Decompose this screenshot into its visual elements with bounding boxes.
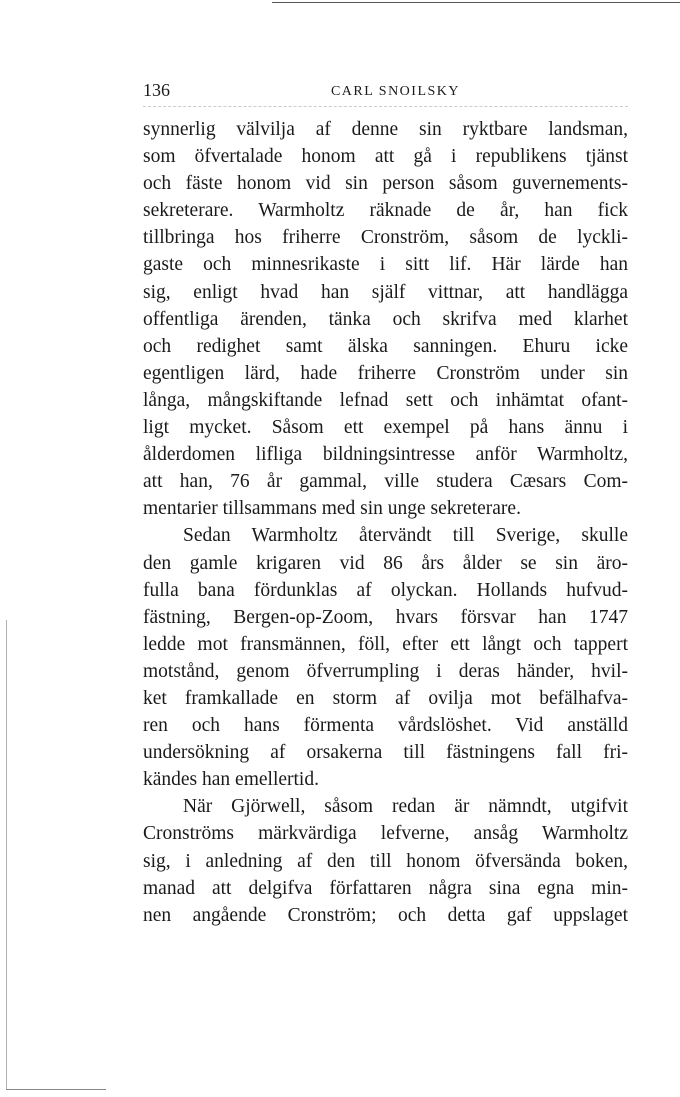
- page-header: [143, 80, 628, 102]
- text-line: synnerlig välvilja af denne sin ryktbare landsman,: [143, 119, 628, 140]
- text-line: fästning, Bergen-op-Zoom, hvars försvar han 1747: [143, 606, 628, 628]
- text-line: När Gjörwell, såsom redan är nämndt, utgifvit: [183, 796, 628, 818]
- text-line: tillbringa hos friherre Cronström, såsom de lyckli-: [143, 227, 628, 249]
- text-line: sekreterare. Warmholtz räknade de år, han fick: [143, 200, 628, 222]
- text-line: och redighet samt älska sanningen. Ehuru icke: [143, 335, 628, 357]
- text-line: kändes han emellertid.: [143, 769, 319, 791]
- text-line: ledde mot fransmännen, föll, efter ett långt och tappert: [143, 633, 628, 655]
- text-line: sig, i anledning af den till honom öfversända boken,: [143, 850, 628, 872]
- text-line: ket framkallade en storm af ovilja mot befälhafva-: [143, 687, 628, 709]
- text-line: undersökning af orsakerna till fästningens fall fri-: [143, 742, 628, 764]
- text-line: Sedan Warmholtz återvändt till Sverige, skulle: [183, 525, 628, 547]
- text-line: motstånd, genom öfverrumpling i deras händer, hvil-: [143, 660, 628, 682]
- text-line: att han, 76 år gammal, ville studera Cæsars Com-: [143, 471, 628, 493]
- text-line: Cronströms märkvärdiga lefverne, ansåg Warmholtz: [143, 823, 628, 845]
- header-divider: [143, 106, 628, 107]
- page-bottom-edge-line: [6, 1089, 106, 1090]
- body-text: [143, 116, 628, 929]
- text-line: egentligen lärd, hade friherre Cronström under sin: [143, 362, 628, 384]
- text-line: fulla bana fördunklas af olyckan. Hollands hufvud-: [143, 579, 628, 601]
- text-line: ålderdomen lifliga bildningsintresse anför Warmholtz,: [143, 444, 628, 466]
- running-head: CARL SNOILSKY: [330, 84, 461, 99]
- text-line: ren och hans förmenta vårdslöshet. Vid anställd: [143, 715, 628, 737]
- text-line: den gamle krigaren vid 86 års ålder se sin äro-: [143, 552, 628, 574]
- text-line: gaste och minnesrikaste i sitt lif. Här lärde han: [143, 254, 628, 276]
- text-line: manad att delgifva författaren några sina egna min-: [143, 877, 628, 899]
- text-line: ligt mycket. Såsom ett exempel på hans ännu i: [143, 417, 628, 439]
- text-line: offentliga ärenden, tänka och skrifva med klarhet: [143, 308, 628, 330]
- text-line: som öfvertalade honom att gå i republikens tjänst: [143, 146, 628, 168]
- text-line: och fäste honom vid sin person såsom guvernements-: [143, 173, 628, 195]
- page-edge-line: [6, 620, 7, 1090]
- page-number: 136: [143, 80, 170, 100]
- text-line: sig, enligt hvad han själf vittnar, att handlägga: [143, 281, 628, 303]
- top-border-line: [272, 2, 680, 3]
- text-line: långa, mångskiftande lefnad sett och inhämtat ofant-: [143, 389, 628, 411]
- text-line: nen angående Cronström; och detta gaf uppslaget: [143, 904, 628, 926]
- text-line: mentarier tillsammans med sin unge sekreterare.: [143, 498, 521, 520]
